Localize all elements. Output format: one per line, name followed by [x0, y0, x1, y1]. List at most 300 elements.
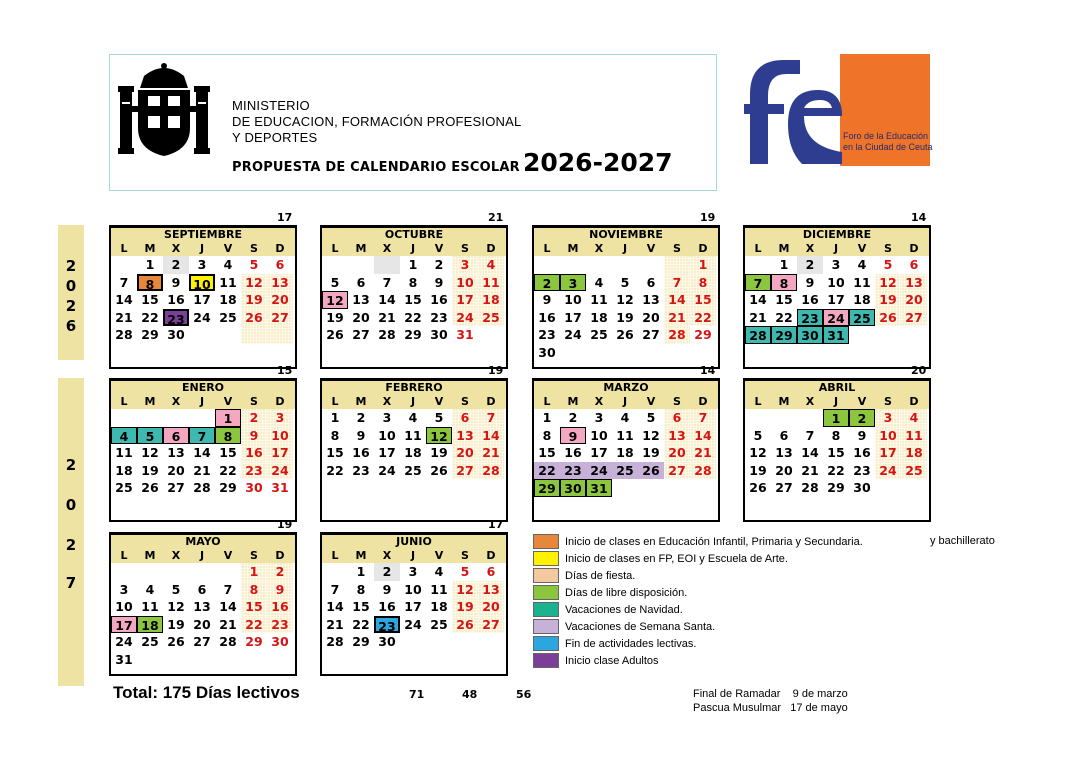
day-cell: 7 — [478, 409, 504, 427]
day-cell: 29 — [827, 480, 845, 495]
day-cell: 3 — [197, 257, 207, 272]
week-row — [111, 444, 295, 462]
week-row — [745, 291, 929, 309]
weekday-label: M — [778, 242, 790, 255]
week-row — [322, 409, 506, 427]
day-cell: 4 — [901, 409, 927, 427]
day-cell: 26 — [241, 309, 267, 327]
weekday-label: D — [698, 395, 708, 408]
day-cell — [348, 256, 374, 274]
day-cell: 4 — [478, 256, 504, 274]
legend-label: Vacaciones de Navidad. — [565, 603, 683, 616]
day-cell: 29 — [219, 480, 237, 495]
day-cell: 10 — [404, 581, 422, 597]
weekday-label: V — [857, 395, 867, 408]
day-cell: 29 — [771, 326, 797, 344]
day-cell — [901, 326, 927, 344]
day-cell: 17 — [404, 599, 422, 614]
month-name: FEBRERO — [322, 381, 506, 395]
day-cell: 7 — [690, 409, 716, 427]
day-cell: 8 — [215, 427, 241, 445]
day-cell: 10 — [115, 599, 133, 614]
legend-item — [533, 550, 863, 567]
day-cell: 7 — [805, 427, 815, 443]
day-cell — [215, 651, 241, 669]
day-cell: 30 — [853, 480, 871, 495]
weekday-label: V — [223, 395, 233, 408]
week-row — [111, 479, 295, 497]
day-cell: 21 — [219, 616, 237, 632]
day-cell: 6 — [646, 274, 656, 290]
day-cell — [638, 479, 664, 497]
day-cell — [163, 409, 189, 427]
legend-swatch — [533, 551, 559, 566]
weekday-label: L — [331, 395, 339, 408]
day-cell: 26 — [749, 480, 767, 495]
day-cell — [267, 651, 293, 669]
weekday-label: V — [857, 242, 867, 255]
week-row — [111, 633, 295, 651]
weekday-label: S — [461, 242, 469, 255]
week-row — [111, 598, 295, 616]
day-cell: 23 — [797, 309, 823, 327]
weekday-header — [745, 242, 929, 256]
day-cell: 5 — [137, 427, 163, 445]
month-octubre — [320, 225, 508, 369]
legend-swatch — [533, 619, 559, 634]
day-cell: 19 — [749, 462, 767, 478]
day-cell: 24 — [823, 309, 849, 327]
week-row — [745, 462, 929, 480]
week-row — [745, 274, 929, 292]
day-cell: 7 — [119, 274, 129, 290]
month-marzo — [532, 378, 720, 522]
week-row — [111, 326, 295, 344]
day-cell: 24 — [193, 309, 211, 325]
day-cell: 18 — [590, 309, 608, 325]
weekday-label: L — [543, 242, 551, 255]
day-cell: 28 — [115, 327, 133, 342]
day-cell: 22 — [534, 462, 560, 480]
day-cell: 16 — [267, 598, 293, 616]
weekday-label: X — [382, 242, 392, 255]
day-cell: 30 — [245, 480, 263, 495]
day-cell: 2 — [534, 274, 560, 292]
legend-swatch — [533, 534, 559, 549]
day-cell: 10 — [590, 427, 608, 443]
day-cell: 11 — [616, 427, 634, 443]
weekday-label: X — [382, 395, 392, 408]
coat-of-arms-icon — [118, 62, 210, 158]
legend-extra-label: y bachillerato — [930, 535, 995, 547]
weekday-label: S — [673, 395, 681, 408]
weekday-label: J — [410, 549, 416, 562]
day-cell: 19 — [642, 445, 660, 460]
day-cell: 16 — [853, 445, 871, 460]
day-cell — [163, 651, 189, 669]
day-cell: 19 — [616, 309, 634, 325]
week-row — [745, 309, 929, 327]
month-lective-count: 21 — [488, 211, 504, 224]
day-cell: 27 — [775, 480, 793, 495]
day-cell: 30 — [167, 327, 185, 342]
day-cell: 16 — [378, 599, 396, 614]
weekday-label: D — [486, 242, 496, 255]
day-cell: 24 — [586, 462, 612, 480]
day-cell — [111, 256, 137, 274]
ministry-line-1: MINISTERIO — [232, 98, 310, 113]
day-cell: 16 — [352, 445, 370, 460]
week-row — [534, 444, 718, 462]
day-cell: 4 — [434, 564, 444, 579]
day-cell: 19 — [430, 445, 448, 460]
day-cell: 24 — [378, 462, 396, 478]
day-cell: 4 — [594, 274, 604, 290]
week-row — [111, 409, 295, 427]
day-cell — [267, 326, 293, 344]
proposal-title: PROPUESTA DE CALENDARIO ESCOLAR — [232, 160, 520, 175]
day-cell: 9 — [382, 581, 392, 597]
day-cell: 14 — [749, 292, 767, 307]
month-name: OCTUBRE — [322, 228, 506, 242]
week-row — [534, 326, 718, 344]
day-cell: 20 — [193, 616, 211, 632]
day-cell — [478, 326, 504, 344]
day-cell: 1 — [408, 257, 418, 272]
day-cell: 6 — [197, 581, 207, 597]
week-row — [111, 274, 295, 292]
day-cell: 25 — [849, 309, 875, 327]
day-cell: 13 — [642, 292, 660, 307]
week-row — [534, 409, 718, 427]
day-cell: 5 — [883, 257, 893, 272]
day-cell: 12 — [452, 581, 478, 599]
weekday-header — [111, 242, 295, 256]
day-cell: 23 — [352, 462, 370, 478]
day-cell: 1 — [542, 410, 552, 425]
day-cell: 2 — [797, 256, 823, 274]
notes — [693, 687, 848, 715]
day-cell: 16 — [564, 445, 582, 460]
day-cell — [189, 326, 215, 344]
weekday-header — [322, 395, 506, 409]
day-cell: 29 — [404, 327, 422, 342]
day-cell: 24 — [404, 616, 422, 632]
day-cell — [901, 479, 927, 497]
day-cell — [452, 633, 478, 651]
day-cell — [400, 633, 426, 651]
day-cell — [241, 651, 267, 669]
week-row — [322, 256, 506, 274]
day-cell: 2 — [568, 410, 578, 425]
weekday-label: M — [567, 395, 579, 408]
day-cell — [137, 651, 163, 669]
day-cell: 1 — [690, 256, 716, 274]
day-cell — [745, 256, 771, 274]
week-row — [322, 616, 506, 634]
weekday-label: S — [250, 549, 258, 562]
day-cell: 28 — [326, 634, 344, 649]
day-cell: 29 — [245, 634, 263, 649]
day-cell — [426, 633, 452, 651]
day-cell: 3 — [267, 409, 293, 427]
day-cell: 30 — [560, 479, 586, 497]
month-lective-count: 14 — [700, 364, 716, 377]
month-name: DICIEMBRE — [745, 228, 929, 242]
weekday-label: X — [594, 242, 604, 255]
week-row — [534, 291, 718, 309]
day-cell: 31 — [823, 326, 849, 344]
weekday-header — [111, 395, 295, 409]
day-cell — [111, 409, 137, 427]
day-cell: 21 — [664, 309, 690, 327]
weekday-label: L — [120, 242, 128, 255]
weekday-label: M — [355, 395, 367, 408]
day-cell: 11 — [141, 599, 159, 614]
day-cell: 5 — [646, 410, 656, 425]
month-name: MARZO — [534, 381, 718, 395]
day-cell — [163, 563, 189, 581]
day-cell: 1 — [145, 257, 155, 272]
day-cell: 5 — [330, 274, 340, 290]
legend-label: Inicio clase Adultos — [565, 654, 659, 667]
month-noviembre — [532, 225, 720, 369]
day-cell — [322, 563, 348, 581]
day-cell: 15 — [241, 598, 267, 616]
day-cell: 28 — [801, 480, 819, 495]
day-cell: 9 — [434, 274, 444, 290]
day-cell: 5 — [460, 564, 470, 579]
week-row — [111, 563, 295, 581]
day-cell — [374, 256, 400, 274]
weekday-label: V — [223, 549, 233, 562]
day-cell: 22 — [827, 462, 845, 478]
weekday-label: D — [909, 242, 919, 255]
day-cell: 6 — [356, 274, 366, 290]
day-cell: 25 — [404, 462, 422, 478]
day-cell: 16 — [538, 309, 556, 325]
day-cell — [137, 563, 163, 581]
year-digit: 2 — [65, 456, 77, 474]
day-cell: 13 — [478, 581, 504, 599]
weekday-label: L — [120, 395, 128, 408]
weekday-label: M — [144, 242, 156, 255]
day-cell — [189, 409, 215, 427]
week-row — [111, 291, 295, 309]
weekday-label: S — [884, 395, 892, 408]
day-cell: 12 — [141, 445, 159, 460]
week-row — [111, 581, 295, 599]
day-cell: 14 — [219, 599, 237, 614]
month-name: ENERO — [111, 381, 295, 395]
day-cell: 18 — [115, 462, 133, 478]
weekday-label: J — [622, 242, 628, 255]
day-cell: 2 — [356, 410, 366, 425]
day-cell — [849, 326, 875, 344]
day-cell: 9 — [356, 427, 366, 443]
day-cell: 27 — [664, 462, 690, 480]
weekday-label: D — [698, 242, 708, 255]
weekday-label: D — [275, 395, 285, 408]
day-cell — [875, 326, 901, 344]
day-cell: 22 — [775, 309, 793, 325]
weekday-label: J — [833, 242, 839, 255]
week-row — [745, 409, 929, 427]
weekday-label: D — [275, 242, 285, 255]
day-cell: 27 — [478, 616, 504, 634]
day-cell: 2 — [374, 563, 400, 581]
day-cell: 25 — [430, 616, 448, 632]
day-cell: 6 — [909, 257, 919, 272]
legend-item — [533, 601, 863, 618]
week-row — [534, 344, 718, 362]
legend-label: Días de fiesta. — [565, 569, 636, 582]
day-cell: 18 — [616, 445, 634, 460]
day-cell: 14 — [664, 291, 690, 309]
weekday-label: L — [120, 549, 128, 562]
weekday-label: X — [171, 549, 181, 562]
weekday-header — [534, 395, 718, 409]
year-digit: 2 — [65, 297, 77, 315]
weekday-label: D — [486, 395, 496, 408]
week-row — [322, 326, 506, 344]
day-cell: 8 — [137, 274, 163, 292]
day-cell: 22 — [141, 309, 159, 325]
day-cell: 17 — [827, 292, 845, 307]
day-cell — [241, 326, 267, 344]
week-row — [322, 427, 506, 445]
day-cell: 25 — [478, 309, 504, 327]
month-name: ABRIL — [745, 381, 929, 395]
day-cell: 23 — [538, 327, 556, 342]
legend-label: Fin de actividades lectivas. — [565, 637, 697, 650]
day-cell — [797, 409, 823, 427]
day-cell — [690, 344, 716, 362]
week-row — [745, 427, 929, 445]
day-cell: 12 — [616, 292, 634, 307]
day-cell: 3 — [408, 564, 418, 579]
day-cell: 5 — [434, 410, 444, 425]
day-cell: 14 — [801, 445, 819, 460]
legend — [533, 533, 863, 669]
day-cell: 4 — [408, 410, 418, 425]
weekday-label: X — [171, 242, 181, 255]
day-cell: 22 — [690, 309, 716, 327]
day-cell: 14 — [326, 599, 344, 614]
weekday-label: V — [434, 395, 444, 408]
weekday-header — [322, 549, 506, 563]
month-mayo — [109, 532, 297, 676]
day-cell: 19 — [875, 291, 901, 309]
month-lective-count: 17 — [488, 518, 504, 531]
day-cell: 8 — [542, 427, 552, 443]
day-cell: 25 — [901, 462, 927, 480]
week-row — [322, 598, 506, 616]
day-cell: 18 — [404, 445, 422, 460]
day-cell: 11 — [430, 581, 448, 597]
day-cell: 22 — [219, 462, 237, 478]
day-cell: 15 — [538, 445, 556, 460]
legend-swatch — [533, 585, 559, 600]
day-cell: 8 — [241, 581, 267, 599]
day-cell — [664, 256, 690, 274]
weekday-label: L — [543, 395, 551, 408]
day-cell: 9 — [805, 274, 815, 290]
weekday-label: L — [331, 549, 339, 562]
day-cell: 1 — [330, 410, 340, 425]
day-cell: 12 — [241, 274, 267, 292]
day-cell: 7 — [330, 581, 340, 597]
day-cell — [322, 256, 348, 274]
day-cell: 3 — [452, 256, 478, 274]
day-cell: 28 — [478, 462, 504, 480]
day-cell: 28 — [745, 326, 771, 344]
day-cell: 30 — [271, 634, 289, 649]
day-cell: 27 — [167, 480, 185, 495]
day-cell: 31 — [115, 651, 133, 667]
day-cell: 16 — [430, 292, 448, 307]
legend-item — [533, 533, 863, 550]
day-cell: 2 — [849, 409, 875, 427]
day-cell: 14 — [115, 292, 133, 307]
year-digit: 0 — [65, 277, 77, 295]
weekday-label: L — [754, 395, 762, 408]
week-row — [534, 256, 718, 274]
day-cell: 5 — [249, 257, 259, 272]
day-cell: 2 — [267, 563, 293, 581]
day-cell: 3 — [560, 274, 586, 292]
day-cell: 1 — [241, 563, 267, 581]
day-cell: 20 — [167, 462, 185, 478]
legend-label: Vacaciones de Semana Santa. — [565, 620, 716, 633]
day-cell: 21 — [478, 444, 504, 462]
day-cell: 22 — [326, 462, 344, 478]
ministry-name — [232, 98, 521, 146]
month-junio — [320, 532, 508, 676]
day-cell: 13 — [901, 274, 927, 292]
week-row — [745, 444, 929, 462]
month-septiembre — [109, 225, 297, 369]
day-cell: 15 — [352, 599, 370, 614]
day-cell: 12 — [426, 427, 452, 445]
month-name: SEPTIEMBRE — [111, 228, 295, 242]
weekday-label: L — [754, 242, 762, 255]
day-cell — [690, 479, 716, 497]
weekday-header — [534, 242, 718, 256]
weekday-label: M — [778, 395, 790, 408]
day-cell — [771, 409, 797, 427]
logo-text — [843, 131, 933, 153]
day-cell: 9 — [542, 292, 552, 307]
day-cell: 11 — [115, 445, 133, 460]
day-cell: 3 — [382, 410, 392, 425]
month-lective-count: 17 — [277, 211, 293, 224]
day-cell: 21 — [749, 309, 767, 325]
weekday-label: S — [461, 395, 469, 408]
week-row — [745, 479, 929, 497]
month-lective-count: 15 — [277, 364, 293, 377]
day-cell: 6 — [664, 409, 690, 427]
term-count: 56 — [516, 688, 532, 701]
day-cell: 6 — [163, 427, 189, 445]
day-cell — [215, 563, 241, 581]
day-cell: 18 — [901, 444, 927, 462]
month-name: JUNIO — [322, 535, 506, 549]
day-cell: 7 — [745, 274, 771, 292]
day-cell: 3 — [831, 257, 841, 272]
day-cell: 30 — [797, 326, 823, 344]
day-cell: 4 — [111, 427, 137, 445]
